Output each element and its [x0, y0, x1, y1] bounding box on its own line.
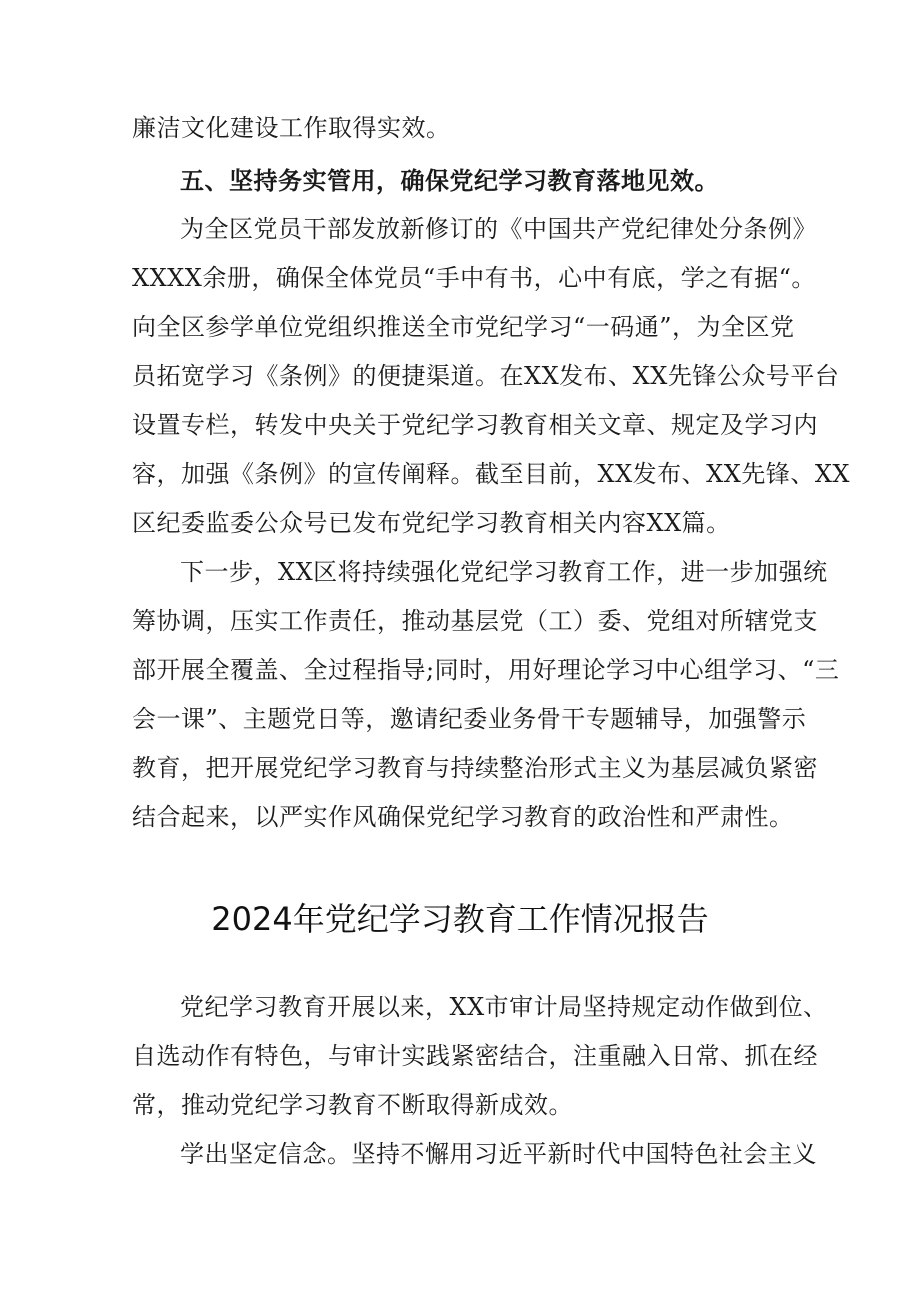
paragraph-line: 筹协调，压实工作责任，推动基层党（工）委、党组对所辖党支	[132, 607, 818, 635]
paragraph-line: 教育，把开展党纪学习教育与持续整治形式主义为基层减负紧密	[132, 754, 818, 782]
paragraph-line: 区纪委监委公众号已发布党纪学习教育相关内容XX篇。	[132, 509, 731, 537]
paragraph-line: 常，推动党纪学习教育不断取得新成效。	[132, 1091, 573, 1119]
paragraph-line: 部开展全覆盖、全过程指导;同时，用好理论学习中心组学习、“三	[132, 656, 840, 684]
paragraph-line: 员拓宽学习《条例》的便捷渠道。在XX发布、XX先锋公众号平台	[132, 362, 840, 390]
paragraph-line: 容，加强《条例》的宣传阐释。截至目前，XX发布、XX先锋、XX	[132, 460, 851, 488]
paragraph-line: 自选动作有特色，与审计实践紧密结合，注重融入日常、抓在经	[132, 1042, 818, 1070]
paragraph-tail: 廉洁文化建设工作取得实效。	[132, 114, 451, 142]
paragraph-line: XXXX余册，确保全体党员“手中有书，心中有底，学之有据“。	[132, 264, 816, 292]
paragraph-line: 结合起来，以严实作风确保党纪学习教育的政治性和严肃性。	[132, 803, 794, 831]
paragraph-line: 学出坚定信念。坚持不懈用习近平新时代中国特色社会主义	[180, 1140, 817, 1168]
paragraph-line: 下一步，XX区将持续强化党纪学习教育工作，进一步加强统	[180, 558, 828, 586]
paragraph-line: 设置专栏，转发中央关于党纪学习教育相关文章、规定及学习内	[132, 411, 818, 439]
paragraph-line: 党纪学习教育开展以来，XX市审计局坚持规定动作做到位、	[180, 993, 828, 1021]
paragraph-line: 向全区参学单位党组织推送全市党纪学习“一码通”，为全区党	[132, 313, 795, 341]
section-heading-five: 五、坚持务实管用，确保党纪学习教育落地见效。	[180, 167, 719, 195]
paragraph-line: 会一课”、主题党日等，邀请纪委业务骨干专题辅导，加强警示	[132, 705, 807, 733]
report-title: 2024年党纪学习教育工作情况报告	[211, 900, 709, 938]
paragraph-line: 为全区党员干部发放新修订的《中国共产党纪律处分条例》	[180, 215, 817, 243]
